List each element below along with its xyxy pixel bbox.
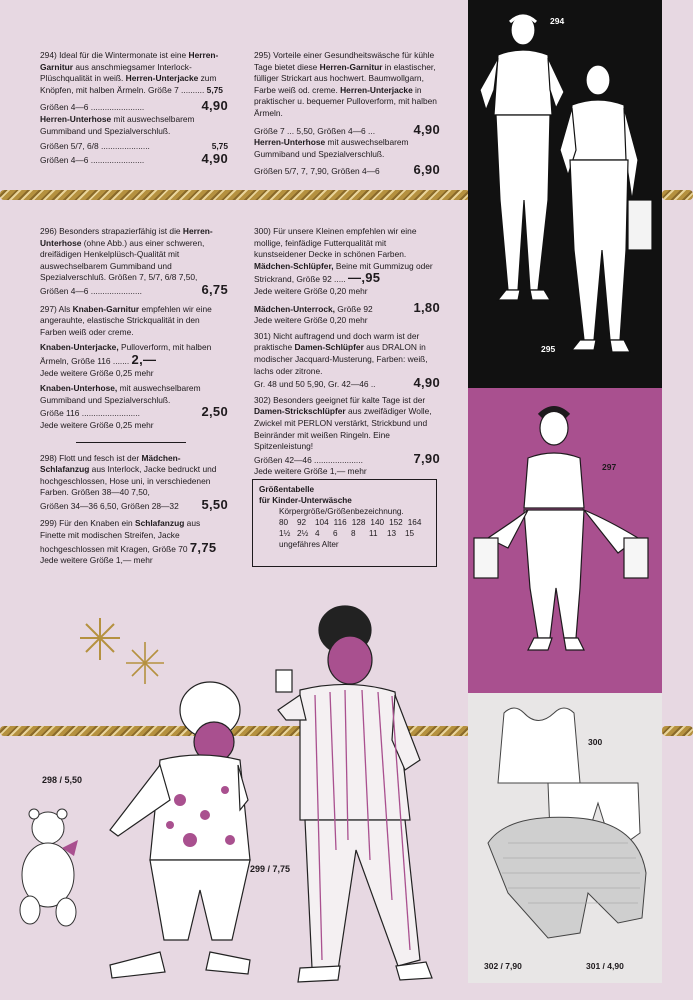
item-294-pants-title: Herren-Unterhose	[40, 113, 112, 124]
age-cell: 4	[315, 529, 320, 538]
item-294-pants-size-b: Größen 4—6 .......................	[40, 154, 145, 165]
figure-label-297: 297	[602, 462, 617, 472]
girl-figure	[110, 682, 250, 978]
items-296-299-text	[40, 226, 228, 571]
age-cell: 8	[351, 529, 356, 538]
age-cell: 2½	[297, 529, 309, 538]
age-cell: 13	[387, 529, 397, 538]
item-302-desc: aus zweifädiger Wolle, Zwickel mit PERLON verstärkt, Strickbund und Beinränder mit weißen Ringeln. Eine Spitzenleistung!	[254, 406, 432, 452]
item-299-title: Schlafanzug	[135, 518, 185, 529]
item-297-jacket-title: Knaben-Unterjacke,	[40, 342, 119, 353]
item-301-price: 4,90	[413, 375, 440, 391]
item-295-desc: in elastischer, fülliger Strickart aus hochwert. Baumwollgarn, Farbe weiß od. creme.	[254, 61, 436, 95]
item-295-text	[254, 50, 440, 178]
item-297-desc: empfehlen wir eine angerauhte, elastische Strickqualität in den Farben weiß oder creme.	[40, 303, 212, 337]
item-295-jacket-price: 4,90	[413, 121, 440, 137]
item-301-title: Damen-Schlüpfer	[294, 342, 364, 353]
size-cell: 80	[279, 518, 289, 527]
item-301-desc: aus DRALON in modischer Jacquard-Musterung, Farben: weiß, lachs oder zitrone.	[254, 342, 428, 376]
item-297-jacket-price: 2,—	[131, 351, 157, 367]
ladies-underwear-illustration	[468, 693, 662, 983]
boy-underwear-panel	[468, 388, 662, 693]
item-296-title: Herren-Unterhose	[40, 226, 213, 248]
teddy-bear	[20, 809, 76, 926]
ladies-underwear-panel	[468, 693, 662, 983]
item-301-intro: 301) Nicht auftragend und doch warm ist der praktische	[254, 330, 420, 353]
item-294-pants-price-a: 5,75	[211, 141, 228, 152]
age-cell: 1½	[279, 529, 291, 538]
item-294-pants-desc: mit auswechselbarem Gummiband und Spezialverschluß.	[40, 113, 195, 136]
snowflake-icon	[80, 618, 120, 660]
item-296-sizes: Größen 4—6 ......................	[40, 285, 142, 296]
item-300-slip-size: Größe 92	[334, 303, 373, 314]
figure-label-302: 302 / 7,90	[484, 961, 522, 971]
figure-label-299: 299 / 7,75	[250, 864, 291, 874]
size-table-subtitle: für Kinder-Unterwäsche	[259, 496, 352, 505]
item-294-title: Herren-Garnitur	[40, 50, 219, 72]
item-298-sizes: Größen 34—36 6,50, Größen 28—32	[40, 500, 179, 511]
item-296-desc: (ohne Abb.) aus einer schweren, dreifädigen Henkelplüsch-Qualität mit auswechselbarem Gummiband und Spezialverschluß. Größen 7, 5/7, 6/8 7,50,	[40, 237, 205, 283]
item-295-pants-desc: mit auswechselbarem Gummiband und Spezialverschluß.	[254, 137, 409, 159]
item-297-pants-extra: Jede weitere Größe 0,25 mehr	[40, 419, 154, 430]
item-294-size-b: Größen 4—6 .......................	[40, 102, 145, 113]
size-table-footer: ungefähres Alter	[279, 540, 339, 549]
item-300-intro: 300) Für unsere Kleinen empfehlen wir eine mollige, feinfädige Futterqualität mit kunstseidener Decke in schönen Farben.	[254, 226, 417, 260]
men-underwear-illustration	[468, 0, 662, 388]
item-301-sizes: Gr. 48 und 50 5,90, Gr. 42—46 ..	[254, 379, 376, 390]
star-icon	[126, 642, 164, 684]
gold-rope-divider-top-right	[662, 190, 693, 200]
item-300-desc: Beine mit Gummizug oder Strickrand, Größe 92 .....	[254, 260, 433, 285]
item-300-slip-price: 1,80	[413, 299, 440, 315]
gold-rope-divider-top	[0, 190, 470, 200]
item-302-sizes: Größen 42—46 .....................	[254, 454, 363, 465]
item-299-price: 7,75	[189, 539, 217, 555]
item-294-price-b: 4,90	[201, 98, 228, 114]
item-295-jacket-desc: in praktischer u. bequemer Pulloverform, mit halben Ärmeln.	[254, 84, 437, 118]
item-295-intro: 295) Vorteile einer Gesundheitswäsche für kühle Tage bietet diese	[254, 50, 435, 72]
size-cell: 128	[351, 518, 366, 527]
figure-label-300: 300	[588, 737, 603, 747]
figure-label-295: 295	[541, 344, 556, 354]
item-295-pants-price: 6,90	[413, 162, 440, 178]
items-300-302-text	[254, 226, 440, 482]
item-299-intro: 299) Für den Knaben ein	[40, 518, 133, 529]
men-underwear-panel	[468, 0, 662, 388]
item-297-pants-title: Knaben-Unterhose,	[40, 383, 118, 394]
size-table-header: Körpergröße/Größenbezeichnung.	[279, 507, 404, 516]
item-302-title: Damen-Strickschlüpfer	[254, 406, 346, 417]
item-294-intro: 294) Ideal für die Wintermonate ist eine	[40, 50, 187, 60]
size-table	[252, 479, 437, 567]
size-cell: 152	[389, 518, 403, 527]
item-302-extra: Jede weitere Größe 1,— mehr	[254, 466, 367, 477]
item-294-desc: aus anschmiegsamer Interlock-Plüschqualität in weiß.	[40, 61, 192, 84]
item-294-text	[40, 50, 228, 166]
item-300-slip-extra: Jede weitere Größe 0,20 mehr	[254, 315, 368, 326]
item-299-extra: Jede weitere Größe 1,— mehr	[40, 555, 153, 566]
item-298-intro: 298) Flott und fesch ist der	[40, 452, 140, 463]
item-300-slip-title: Mädchen-Unterrock,	[254, 303, 335, 314]
size-cell: 104	[315, 518, 329, 527]
item-300-extra: Jede weitere Größe 0,20 mehr	[254, 285, 368, 296]
item-300-price: —,95	[348, 270, 381, 286]
gold-rope-divider-bottom-right	[662, 726, 693, 736]
figure-label-301: 301 / 4,90	[586, 961, 624, 971]
item-294-pants-price-b: 4,90	[201, 150, 228, 166]
item-300-title: Mädchen-Schlüpfer,	[254, 260, 334, 271]
item-294-jacket-title: Herren-Unterjacke	[125, 73, 199, 84]
figure-label-298: 298 / 5,50	[42, 775, 83, 785]
size-table-ages-row	[279, 528, 430, 539]
size-cell: 92	[297, 518, 307, 527]
age-cell: 15	[405, 529, 415, 538]
item-299-desc: aus Finette mit modischen Streifen, Jacke hochgeschlossen mit Kragen, Größe 70	[40, 518, 201, 554]
item-296-price: 6,75	[201, 281, 228, 297]
age-cell: 6	[333, 529, 338, 538]
item-297-intro: 297) Als	[40, 303, 71, 314]
item-295-jacket-title: Herren-Unterjacke	[340, 84, 413, 95]
item-294-pants-size-a: Größen 5/7, 6/8 .....................	[40, 141, 150, 152]
item-295-pants-sizes: Größen 5/7, 7, 7,90, Größen 4—6	[254, 166, 380, 177]
item-294-price-a: 5,75	[206, 84, 223, 95]
item-302-price: 7,90	[413, 450, 440, 466]
item-297-jacket-extra: Jede weitere Größe 0,25 mehr	[40, 367, 154, 378]
item-297-pants-desc: mit auswechselbarem Gummiband und Spezialverschluß.	[40, 383, 201, 405]
item-297-pants-price: 2,50	[201, 404, 228, 420]
item-295-jacket-sizes: Größe 7 ... 5,50, Größen 4—6 ...	[254, 125, 376, 136]
item-302-intro: 302) Besonders geeignet für kalte Tage ist der	[254, 394, 426, 405]
children-pajamas-illustration	[0, 600, 470, 1000]
size-cell: 164	[407, 518, 422, 527]
item-297-pants-size: Größe 116 .........................	[40, 408, 140, 419]
size-table-sizes-row	[279, 517, 430, 528]
item-298-price: 5,50	[201, 496, 228, 512]
item-294-jacket-desc: zum Knöpfen, mit halben Ärmeln. Größe 7 ..........	[40, 73, 217, 95]
size-table-title: Größentabelle	[259, 485, 315, 494]
item-295-pants-title: Herren-Unterhose	[254, 137, 326, 148]
item-295-title: Herren-Garnitur	[319, 61, 383, 72]
boy-underwear-illustration	[468, 388, 662, 693]
age-cell: 11	[369, 529, 378, 538]
item-297-title: Knaben-Garnitur	[72, 303, 140, 314]
separator-line	[76, 442, 186, 443]
size-cell: 140	[370, 518, 385, 527]
item-296-intro: 296) Besonders strapazierfähig ist die	[40, 226, 181, 236]
item-298-title: Mädchen-Schlafanzug	[40, 452, 181, 475]
size-cell: 116	[333, 518, 347, 527]
item-297-jacket-desc: Pulloverform, mit halben Ärmeln, Größe 116 .......	[40, 342, 212, 366]
figure-label-294: 294	[550, 16, 565, 26]
item-298-desc: aus Interlock, Jacke bedruckt und hochgeschlossen, Hose uni, in verschiedenen Farben. Größen 38—40 7,50,	[40, 464, 217, 498]
